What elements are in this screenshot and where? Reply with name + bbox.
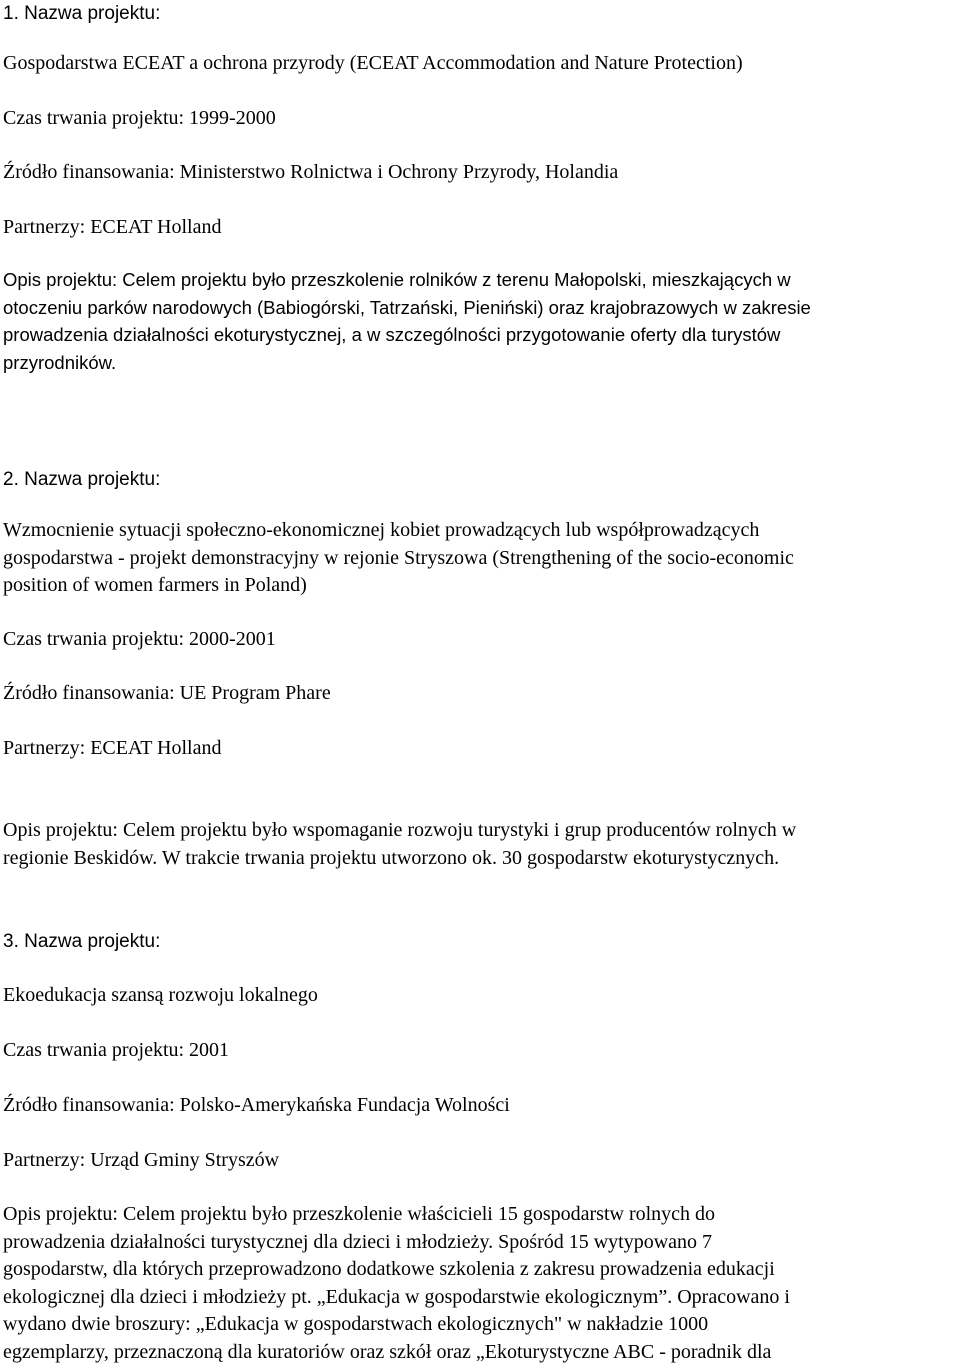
description-line: wydano dwie broszury: „Edukacja w gospodarstwach ekologicznych" w nakładzie 1000 xyxy=(3,1313,709,1335)
project-2-heading: 2. Nazwa projektu: xyxy=(3,469,161,490)
project-3-description xyxy=(3,1201,958,1366)
project-1-name-block xyxy=(3,50,958,78)
description-line: prowadzenia działalności ekoturystycznej, a w szczególności przygotowanie oferty dla turystów xyxy=(3,324,781,345)
project-3-name: Ekoedukacja szansą rozwoju lokalnego xyxy=(3,984,318,1006)
project-3-duration: Czas trwania projektu: 2001 xyxy=(3,1039,230,1061)
project-2-partners: Partnerzy: ECEAT Holland xyxy=(3,737,222,759)
project-1-duration: Czas trwania projektu: 1999-2000 xyxy=(3,107,276,129)
project-1-heading: 1. Nazwa projektu: xyxy=(3,3,161,24)
project-1-funding-block xyxy=(3,159,958,187)
project-1 xyxy=(3,0,958,27)
project-1-funding: Źródło finansowania: Ministerstwo Rolnictwa i Ochrony Przyrody, Holandia xyxy=(3,161,619,183)
description-line: ekologicznej dla dzieci i młodzieży pt. „Edukacja w gospodarstwie ekologicznym”. Opracowano i xyxy=(3,1285,790,1308)
name-line: gospodarstwa - projekt demonstracyjny w rejonie Stryszowa (Strengthening of the socio-economic xyxy=(3,546,794,569)
project-3-heading: 3. Nazwa projektu: xyxy=(3,931,161,952)
description-line: otoczeniu parków narodowych (Babiogórski, Tatrzański, Pieniński) oraz krajobrazowych w zakresie xyxy=(3,296,811,318)
project-2-funding: Źródło finansowania: UE Program Phare xyxy=(3,682,331,704)
project-2-duration-block xyxy=(3,626,958,654)
description-line: regionie Beskidów. W trakcie trwania projektu utworzono ok. 30 gospodarstw ekoturystycznych. xyxy=(3,846,780,869)
project-2-partners-block xyxy=(3,735,958,763)
description-line: przyrodników. xyxy=(3,351,117,373)
project-1-name: Gospodarstwa ECEAT a ochrona przyrody (ECEAT Accommodation and Nature Protection) xyxy=(3,52,743,74)
project-2-duration: Czas trwania projektu: 2000-2001 xyxy=(3,628,276,650)
description-line: prowadzenia działalności turystycznej dla dzieci i młodzieży. Spośród 15 wytypowano 7 xyxy=(3,1230,713,1253)
project-2 xyxy=(3,466,958,493)
description-line: Opis projektu: Celem projektu było przeszkolenie właścicieli 15 gospodarstw rolnych do xyxy=(3,1203,716,1225)
project-2-funding-block xyxy=(3,680,958,708)
project-3-name-block xyxy=(3,982,958,1010)
project-3-partners: Partnerzy: Urząd Gminy Stryszów xyxy=(3,1149,280,1171)
project-2-description xyxy=(3,817,958,872)
project-1-description xyxy=(3,266,958,376)
project-3-funding: Źródło finansowania: Polsko-Amerykańska Fundacja Wolności xyxy=(3,1094,510,1116)
description-line: Opis projektu: Celem projektu było wspomaganie rozwoju turystyki i grup producentów rolnych w xyxy=(3,819,797,841)
description-line: gospodarstw, dla których przeprowadzono dodatkowe szkolenia z zakresu prowadzenia edukacji xyxy=(3,1258,775,1280)
name-line: position of women farmers in Poland) xyxy=(3,574,307,596)
project-1-duration-block xyxy=(3,105,958,133)
name-line: Wzmocnienie sytuacji społeczno-ekonomicznej kobiet prowadzących lub współprowadzących xyxy=(3,519,760,541)
project-1-partners: Partnerzy: ECEAT Holland xyxy=(3,216,222,238)
project-2-name xyxy=(3,517,958,600)
project-3 xyxy=(3,928,958,955)
description-line: Opis projektu: Celem projektu było przeszkolenie rolników z terenu Małopolski, mieszkających w xyxy=(3,269,791,290)
project-3-partners-block xyxy=(3,1147,958,1175)
project-1-partners-block xyxy=(3,214,958,242)
description-line: egzemplarzy, przeznaczoną dla kuratoriów oraz szkół oraz „Ekoturystyczne ABC - poradnik dla xyxy=(3,1340,772,1363)
project-3-duration-block xyxy=(3,1037,958,1065)
project-3-funding-block xyxy=(3,1092,958,1120)
